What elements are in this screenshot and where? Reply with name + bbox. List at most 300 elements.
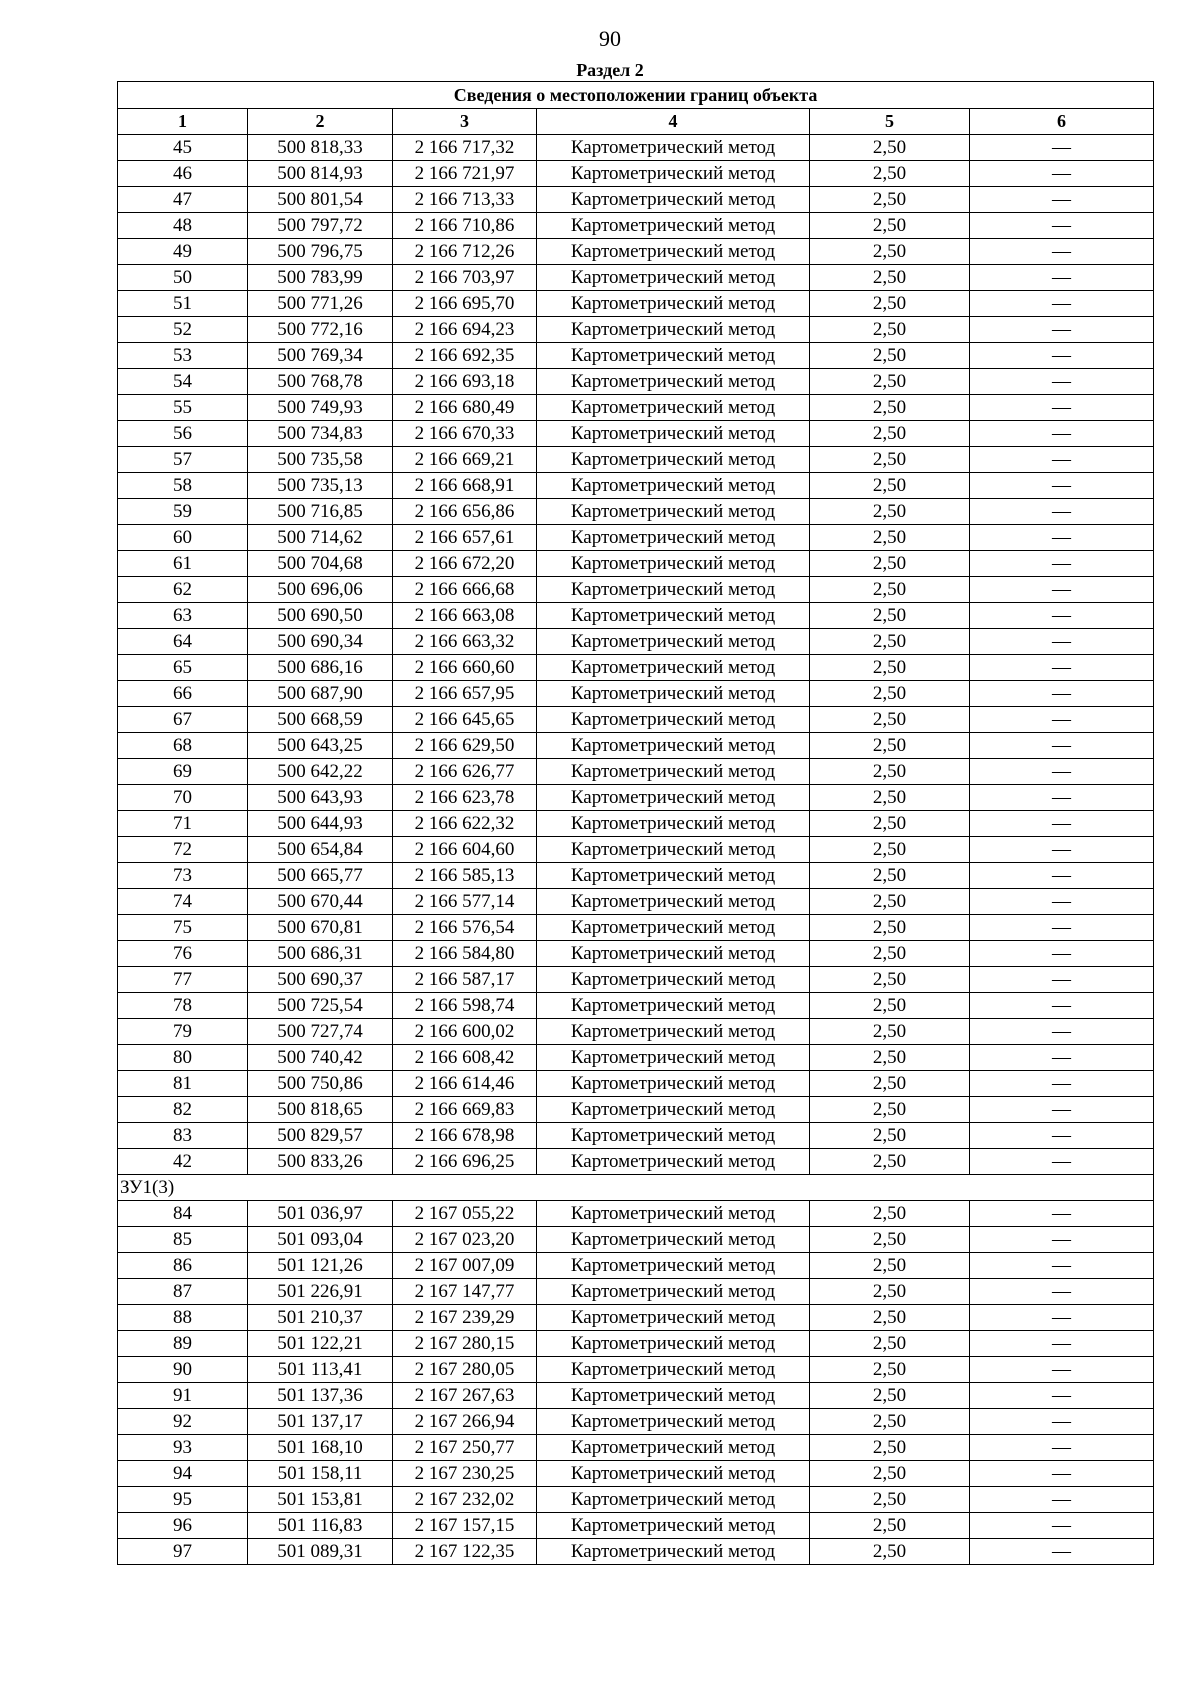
table-cell: Картометрический метод — [537, 447, 810, 473]
table-cell: — — [970, 915, 1154, 941]
table-cell: Картометрический метод — [537, 343, 810, 369]
table-cell: Картометрический метод — [537, 421, 810, 447]
table-cell: 500 818,33 — [248, 135, 393, 161]
table-cell: — — [970, 525, 1154, 551]
table-cell: Картометрический метод — [537, 317, 810, 343]
table-cell: 501 137,36 — [248, 1383, 393, 1409]
table-row — [118, 161, 1154, 187]
table-cell: 70 — [118, 785, 248, 811]
table-cell: 2,50 — [810, 993, 970, 1019]
table-cell: — — [970, 759, 1154, 785]
table-cell: — — [970, 343, 1154, 369]
table-row — [118, 265, 1154, 291]
group-label: ЗУ1(3) — [118, 1175, 1154, 1201]
table-cell: 45 — [118, 135, 248, 161]
table-cell: — — [970, 993, 1154, 1019]
table-cell: — — [970, 239, 1154, 265]
table-row — [118, 1071, 1154, 1097]
table-cell: 2,50 — [810, 1123, 970, 1149]
table-cell: 86 — [118, 1253, 248, 1279]
table-cell: — — [970, 1253, 1154, 1279]
table-cell: 2 166 600,02 — [393, 1019, 537, 1045]
table-cell: 2,50 — [810, 551, 970, 577]
table-title-row — [118, 82, 1154, 109]
table-cell: 2 166 657,95 — [393, 681, 537, 707]
table-cell: 501 121,26 — [248, 1253, 393, 1279]
table-cell: Картометрический метод — [537, 889, 810, 915]
table-cell: 2 167 147,77 — [393, 1279, 537, 1305]
table-cell: Картометрический метод — [537, 733, 810, 759]
table-cell: 500 749,93 — [248, 395, 393, 421]
table-cell: 2 166 656,86 — [393, 499, 537, 525]
table-cell: 97 — [118, 1539, 248, 1565]
table-cell: 2 166 585,13 — [393, 863, 537, 889]
table-cell: — — [970, 941, 1154, 967]
table-cell: — — [970, 733, 1154, 759]
column-header: 1 — [118, 109, 248, 135]
table-cell: 2,50 — [810, 213, 970, 239]
table-cell: 2,50 — [810, 915, 970, 941]
table-cell: 93 — [118, 1435, 248, 1461]
table-cell: Картометрический метод — [537, 499, 810, 525]
table-cell: — — [970, 681, 1154, 707]
table-cell: 49 — [118, 239, 248, 265]
table-cell: 2,50 — [810, 1383, 970, 1409]
table-cell: 2,50 — [810, 135, 970, 161]
table-cell: Картометрический метод — [537, 967, 810, 993]
table-cell: Картометрический метод — [537, 837, 810, 863]
table-cell: 2,50 — [810, 889, 970, 915]
table-cell: 66 — [118, 681, 248, 707]
table-cell: 500 734,83 — [248, 421, 393, 447]
table-cell: 2 166 672,20 — [393, 551, 537, 577]
table-cell: — — [970, 447, 1154, 473]
table-cell: 500 686,31 — [248, 941, 393, 967]
table-cell: 2,50 — [810, 577, 970, 603]
table-cell: 2,50 — [810, 733, 970, 759]
table-cell: 2 167 239,29 — [393, 1305, 537, 1331]
table-cell: 501 137,17 — [248, 1409, 393, 1435]
table-row — [118, 681, 1154, 707]
table-cell: 92 — [118, 1409, 248, 1435]
table-row — [118, 889, 1154, 915]
table-row — [118, 629, 1154, 655]
table-cell: 2 166 713,33 — [393, 187, 537, 213]
table-cell: 500 814,93 — [248, 161, 393, 187]
table-cell: 500 665,77 — [248, 863, 393, 889]
table-cell: 500 769,34 — [248, 343, 393, 369]
table-row — [118, 291, 1154, 317]
table-title: Сведения о местоположении границ объекта — [118, 82, 1154, 109]
table-cell: 2,50 — [810, 655, 970, 681]
table-cell: — — [970, 1019, 1154, 1045]
table-cell: 2 166 692,35 — [393, 343, 537, 369]
table-cell: — — [970, 161, 1154, 187]
column-header: 5 — [810, 109, 970, 135]
table-cell: 54 — [118, 369, 248, 395]
table-cell: Картометрический метод — [537, 1357, 810, 1383]
table-cell: 2,50 — [810, 1149, 970, 1175]
table-cell: Картометрический метод — [537, 603, 810, 629]
table-cell: Картометрический метод — [537, 707, 810, 733]
table-cell: Картометрический метод — [537, 551, 810, 577]
table-cell: Картометрический метод — [537, 265, 810, 291]
table-cell: 2,50 — [810, 811, 970, 837]
table-cell: 500 735,13 — [248, 473, 393, 499]
table-cell: 500 714,62 — [248, 525, 393, 551]
table-cell: Картометрический метод — [537, 941, 810, 967]
table-cell: 501 122,21 — [248, 1331, 393, 1357]
table-cell: 2,50 — [810, 1227, 970, 1253]
table-cell: 46 — [118, 161, 248, 187]
table-row — [118, 1019, 1154, 1045]
table-cell: 53 — [118, 343, 248, 369]
table-row — [118, 395, 1154, 421]
table-row — [118, 447, 1154, 473]
boundary-table — [117, 81, 1154, 1565]
table-cell: 71 — [118, 811, 248, 837]
table-cell: 2,50 — [810, 681, 970, 707]
table-row — [118, 837, 1154, 863]
table-row — [118, 759, 1154, 785]
table-cell: — — [970, 473, 1154, 499]
table-cell: 500 690,37 — [248, 967, 393, 993]
table-cell: Картометрический метод — [537, 863, 810, 889]
table-cell: 2 166 717,32 — [393, 135, 537, 161]
table-row — [118, 785, 1154, 811]
table-row — [118, 135, 1154, 161]
table-cell: 83 — [118, 1123, 248, 1149]
table-cell: 2 166 577,14 — [393, 889, 537, 915]
table-cell: — — [970, 889, 1154, 915]
table-cell: — — [970, 655, 1154, 681]
table-cell: — — [970, 317, 1154, 343]
table-cell: 2,50 — [810, 941, 970, 967]
table-cell: 500 727,74 — [248, 1019, 393, 1045]
table-cell: — — [970, 395, 1154, 421]
table-row — [118, 1487, 1154, 1513]
table-row — [118, 1409, 1154, 1435]
table-cell: 2 166 680,49 — [393, 395, 537, 421]
table-cell: 47 — [118, 187, 248, 213]
table-cell: Картометрический метод — [537, 1487, 810, 1513]
table-cell: Картометрический метод — [537, 1279, 810, 1305]
table-cell: — — [970, 785, 1154, 811]
table-cell: 2,50 — [810, 1461, 970, 1487]
table-cell: 89 — [118, 1331, 248, 1357]
table-cell: — — [970, 577, 1154, 603]
table-cell: 2,50 — [810, 863, 970, 889]
table-cell: 80 — [118, 1045, 248, 1071]
table-cell: — — [970, 1201, 1154, 1227]
table-cell: Картометрический метод — [537, 161, 810, 187]
table-cell: 2 166 587,17 — [393, 967, 537, 993]
page-number: 90 — [599, 26, 621, 51]
table-cell: 2 166 666,68 — [393, 577, 537, 603]
table-cell: 50 — [118, 265, 248, 291]
table-cell: 2,50 — [810, 1097, 970, 1123]
table-cell: 59 — [118, 499, 248, 525]
table-cell: — — [970, 1357, 1154, 1383]
table-cell: — — [970, 421, 1154, 447]
column-header: 6 — [970, 109, 1154, 135]
table-cell: — — [970, 629, 1154, 655]
table-cell: 2 166 669,83 — [393, 1097, 537, 1123]
table-row — [118, 1279, 1154, 1305]
table-cell: 2,50 — [810, 1331, 970, 1357]
table-row — [118, 1123, 1154, 1149]
table-cell: 2,50 — [810, 1253, 970, 1279]
table-cell: 2,50 — [810, 785, 970, 811]
table-row — [118, 603, 1154, 629]
table-cell: 2 166 678,98 — [393, 1123, 537, 1149]
table-cell: 52 — [118, 317, 248, 343]
table-cell: Картометрический метод — [537, 1409, 810, 1435]
table-cell: 85 — [118, 1227, 248, 1253]
table-cell: 2 166 622,32 — [393, 811, 537, 837]
table-row — [118, 1435, 1154, 1461]
table-cell: 500 687,90 — [248, 681, 393, 707]
table-cell: 500 797,72 — [248, 213, 393, 239]
table-cell: 2,50 — [810, 603, 970, 629]
table-cell: 58 — [118, 473, 248, 499]
table-cell: 2,50 — [810, 1513, 970, 1539]
table-cell: Картометрический метод — [537, 1305, 810, 1331]
table-row — [118, 577, 1154, 603]
table-cell: 501 089,31 — [248, 1539, 393, 1565]
column-header-row — [118, 109, 1154, 135]
table-cell: 500 690,50 — [248, 603, 393, 629]
table-cell: 65 — [118, 655, 248, 681]
table-cell: 2 166 614,46 — [393, 1071, 537, 1097]
table-cell: 88 — [118, 1305, 248, 1331]
table-cell: 501 116,83 — [248, 1513, 393, 1539]
table-cell: — — [970, 707, 1154, 733]
table-cell: 500 771,26 — [248, 291, 393, 317]
table-cell: 2,50 — [810, 967, 970, 993]
table-cell: 501 210,37 — [248, 1305, 393, 1331]
table-cell: 2 166 712,26 — [393, 239, 537, 265]
table-cell: 500 740,42 — [248, 1045, 393, 1071]
table-cell: 72 — [118, 837, 248, 863]
table-cell: 500 642,22 — [248, 759, 393, 785]
table-cell: 2 166 657,61 — [393, 525, 537, 551]
table-cell: 2,50 — [810, 759, 970, 785]
table-cell: 51 — [118, 291, 248, 317]
table-cell: 55 — [118, 395, 248, 421]
table-cell: Картометрический метод — [537, 629, 810, 655]
table-cell: 48 — [118, 213, 248, 239]
table-cell: — — [970, 213, 1154, 239]
table-cell: 2,50 — [810, 343, 970, 369]
table-cell: 2 166 703,97 — [393, 265, 537, 291]
table-cell: Картометрический метод — [537, 1513, 810, 1539]
table-cell: 2,50 — [810, 1357, 970, 1383]
table-cell: 64 — [118, 629, 248, 655]
table-cell: 2,50 — [810, 499, 970, 525]
table-cell: Картометрический метод — [537, 785, 810, 811]
table-cell: 2 166 576,54 — [393, 915, 537, 941]
table-cell: 2,50 — [810, 1279, 970, 1305]
table-cell: Картометрический метод — [537, 239, 810, 265]
table-row — [118, 863, 1154, 889]
table-cell: 2,50 — [810, 1435, 970, 1461]
table-cell: 500 783,99 — [248, 265, 393, 291]
table-cell: 79 — [118, 1019, 248, 1045]
table-row — [118, 1539, 1154, 1565]
table-cell: 2 166 584,80 — [393, 941, 537, 967]
table-cell: — — [970, 187, 1154, 213]
table-cell: Картометрический метод — [537, 759, 810, 785]
table-cell: 56 — [118, 421, 248, 447]
table-cell: 96 — [118, 1513, 248, 1539]
table-cell: 2 166 645,65 — [393, 707, 537, 733]
table-cell: Картометрический метод — [537, 1071, 810, 1097]
table-cell: — — [970, 603, 1154, 629]
table-cell: 2,50 — [810, 395, 970, 421]
table-cell: 500 829,57 — [248, 1123, 393, 1149]
table-cell: 500 670,81 — [248, 915, 393, 941]
table-cell: 500 643,25 — [248, 733, 393, 759]
table-cell: 500 801,54 — [248, 187, 393, 213]
table-row — [118, 343, 1154, 369]
table-cell: — — [970, 291, 1154, 317]
table-cell: — — [970, 1513, 1154, 1539]
table-row — [118, 1045, 1154, 1071]
table-cell: 2,50 — [810, 707, 970, 733]
table-cell: 2,50 — [810, 265, 970, 291]
table-cell: 2 167 122,35 — [393, 1539, 537, 1565]
table-cell: 500 704,68 — [248, 551, 393, 577]
table-cell: 500 696,06 — [248, 577, 393, 603]
table-cell: Картометрический метод — [537, 1539, 810, 1565]
table-cell: — — [970, 1149, 1154, 1175]
table-row — [118, 1513, 1154, 1539]
table-cell: 67 — [118, 707, 248, 733]
table-cell: 61 — [118, 551, 248, 577]
table-cell: 2 166 693,18 — [393, 369, 537, 395]
table-cell: Картометрический метод — [537, 213, 810, 239]
table-cell: 500 833,26 — [248, 1149, 393, 1175]
table-cell: 77 — [118, 967, 248, 993]
table-cell: 2 166 669,21 — [393, 447, 537, 473]
table-cell: — — [970, 265, 1154, 291]
table-row — [118, 915, 1154, 941]
table-cell: Картометрический метод — [537, 525, 810, 551]
table-row — [118, 473, 1154, 499]
table-cell: 75 — [118, 915, 248, 941]
table-cell: 500 668,59 — [248, 707, 393, 733]
table-cell: 2 167 280,15 — [393, 1331, 537, 1357]
table-cell: 62 — [118, 577, 248, 603]
table-cell: 2,50 — [810, 1201, 970, 1227]
column-header: 4 — [537, 109, 810, 135]
table-cell: 63 — [118, 603, 248, 629]
table-cell: — — [970, 967, 1154, 993]
table-cell: 2 167 280,05 — [393, 1357, 537, 1383]
table-cell: 74 — [118, 889, 248, 915]
column-header: 2 — [248, 109, 393, 135]
table-cell: 73 — [118, 863, 248, 889]
table-cell: — — [970, 1123, 1154, 1149]
table-cell: — — [970, 1487, 1154, 1513]
table-cell: 2,50 — [810, 629, 970, 655]
table-cell: 2 167 157,15 — [393, 1513, 537, 1539]
table-cell: — — [970, 1409, 1154, 1435]
table-cell: — — [970, 369, 1154, 395]
table-cell: 2 166 710,86 — [393, 213, 537, 239]
table-row — [118, 993, 1154, 1019]
table-cell: 500 725,54 — [248, 993, 393, 1019]
table-cell: Картометрический метод — [537, 473, 810, 499]
table-cell: 501 153,81 — [248, 1487, 393, 1513]
table-row — [118, 317, 1154, 343]
table-cell: — — [970, 1331, 1154, 1357]
table-cell: — — [970, 1279, 1154, 1305]
table-cell: 2,50 — [810, 525, 970, 551]
table-row — [118, 733, 1154, 759]
table-row — [118, 1227, 1154, 1253]
table-row — [118, 967, 1154, 993]
table-row — [118, 1357, 1154, 1383]
table-row — [118, 421, 1154, 447]
table-cell: Картометрический метод — [537, 1123, 810, 1149]
table-row — [118, 655, 1154, 681]
table-cell: 2,50 — [810, 1305, 970, 1331]
table-cell: — — [970, 1071, 1154, 1097]
table-cell: 87 — [118, 1279, 248, 1305]
table-row — [118, 1097, 1154, 1123]
table-cell: 2,50 — [810, 1019, 970, 1045]
table-cell: 81 — [118, 1071, 248, 1097]
table-cell: 2 166 670,33 — [393, 421, 537, 447]
table-cell: 2 166 608,42 — [393, 1045, 537, 1071]
table-cell: Картометрический метод — [537, 291, 810, 317]
table-cell: 500 686,16 — [248, 655, 393, 681]
table-cell: 2,50 — [810, 161, 970, 187]
table-cell: Картометрический метод — [537, 915, 810, 941]
table-cell: 2 167 250,77 — [393, 1435, 537, 1461]
table-cell: 2,50 — [810, 447, 970, 473]
table-cell: 2 166 663,08 — [393, 603, 537, 629]
table-row — [118, 369, 1154, 395]
table-cell: — — [970, 1305, 1154, 1331]
table-cell: 2,50 — [810, 837, 970, 863]
table-cell: 500 670,44 — [248, 889, 393, 915]
table-cell: 2,50 — [810, 317, 970, 343]
table-cell: Картометрический метод — [537, 1435, 810, 1461]
table-row — [118, 1201, 1154, 1227]
table-cell: 500 768,78 — [248, 369, 393, 395]
table-cell: — — [970, 1383, 1154, 1409]
table-cell: 2,50 — [810, 239, 970, 265]
table-cell: 2 166 694,23 — [393, 317, 537, 343]
table-row — [118, 239, 1154, 265]
table-cell: 501 158,11 — [248, 1461, 393, 1487]
table-cell: — — [970, 811, 1154, 837]
table-cell: 2,50 — [810, 187, 970, 213]
section-title: Раздел 2 — [576, 60, 644, 80]
table-cell: 2 166 721,97 — [393, 161, 537, 187]
table-cell: Картометрический метод — [537, 1461, 810, 1487]
table-cell: 2 166 604,60 — [393, 837, 537, 863]
table-row — [118, 707, 1154, 733]
table-cell: Картометрический метод — [537, 1253, 810, 1279]
table-cell: Картометрический метод — [537, 811, 810, 837]
table-cell: — — [970, 551, 1154, 577]
table-cell: 2,50 — [810, 1045, 970, 1071]
table-cell: 2 166 623,78 — [393, 785, 537, 811]
